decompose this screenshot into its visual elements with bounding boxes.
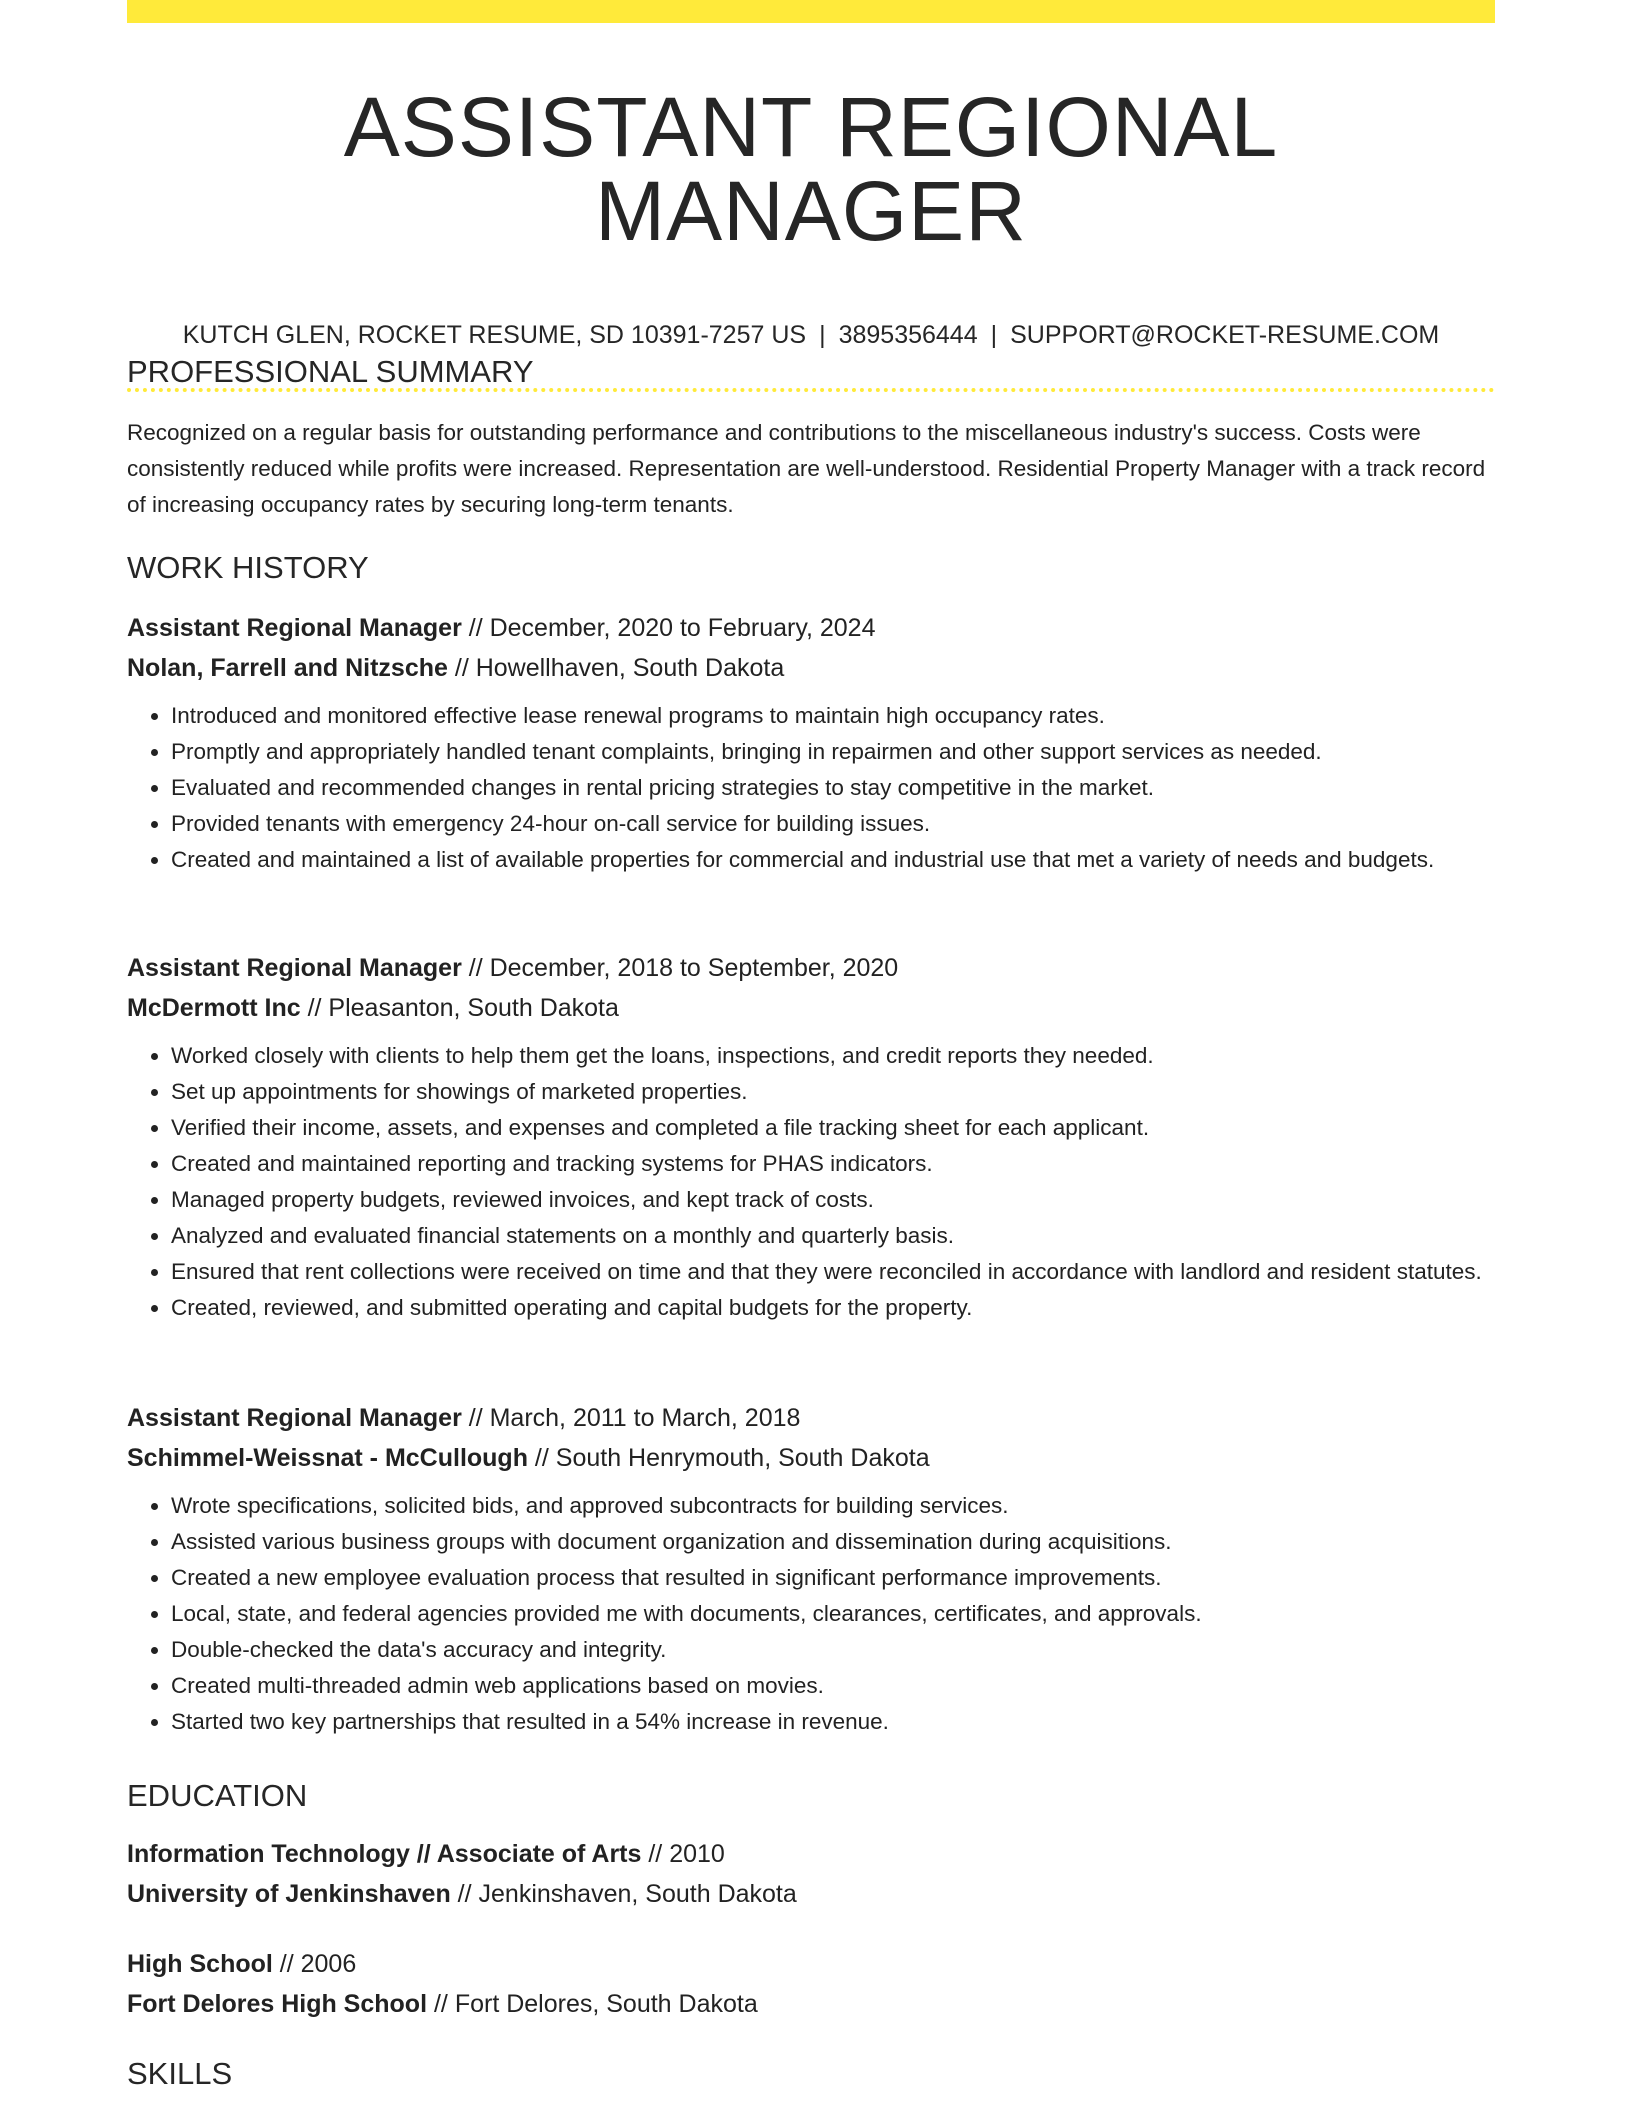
education-degree-line <box>127 1834 1495 1874</box>
job-company: McDermott Inc <box>127 994 301 1022</box>
education-school: University of Jenkinshaven <box>127 1880 451 1908</box>
job-bullet: • Evaluated and recommended changes in rental pricing strategies to stay competitive in the market. <box>171 770 1495 806</box>
contact-separator: | <box>990 321 998 349</box>
top-accent-bar <box>127 0 1495 23</box>
education-school-line <box>127 1874 1495 1914</box>
job-company: Schimmel-Weissnat - McCullough <box>127 1444 528 1472</box>
job-company-line <box>127 648 1495 688</box>
education-section <box>127 1780 1495 1811</box>
job-title-line <box>127 608 1495 648</box>
job-bullet: • Started two key partnerships that resulted in a 54% increase in revenue. <box>171 1704 1495 1740</box>
job-location: // Howellhaven, South Dakota <box>447 654 785 682</box>
job-dates: // December, 2018 to September, 2020 <box>461 954 899 982</box>
education-degree: Information Technology // Associate of Arts <box>127 1840 642 1868</box>
contact-separator: | <box>819 321 826 349</box>
education-year: // 2006 <box>272 1950 357 1978</box>
education-location: // Jenkinshaven, South Dakota <box>450 1880 797 1908</box>
job-company-line <box>127 1438 1495 1478</box>
section-title-education: EDUCATION <box>127 1778 308 1813</box>
job-entry <box>127 1398 1495 1740</box>
job-dates: // March, 2011 to March, 2018 <box>461 1404 801 1432</box>
section-title-work-history: WORK HISTORY <box>127 550 369 585</box>
job-role: Assistant Regional Manager <box>127 954 462 982</box>
work-history-section <box>127 552 1495 583</box>
education-year: // 2010 <box>641 1840 725 1868</box>
section-title-skills: SKILLS <box>127 2056 233 2091</box>
job-bullet: • Provided tenants with emergency 24-hour on-call service for building issues. <box>171 806 1495 842</box>
job-bullet: • Promptly and appropriately handled tenant complaints, bringing in repairmen and other support services as needed. <box>171 734 1495 770</box>
contact-address: KUTCH GLEN, ROCKET RESUME, SD 10391-7257 US <box>182 321 807 349</box>
job-company-line <box>127 988 1495 1028</box>
education-location: // Fort Delores, South Dakota <box>427 1990 758 2018</box>
job-bullet: • Created and maintained reporting and tracking systems for PHAS indicators. <box>171 1146 1495 1182</box>
summary-section <box>127 356 1495 523</box>
job-bullet: • Local, state, and federal agencies provided me with documents, clearances, certificates, and approvals. <box>171 1596 1495 1632</box>
resume-title: ASSISTANT REGIONAL MANAGER <box>343 80 1279 258</box>
education-degree-line <box>127 1944 1495 1984</box>
job-bullet: • Assisted various business groups with document organization and dissemination during acquisitions. <box>171 1524 1495 1560</box>
job-bullet: • Created multi-threaded admin web applications based on movies. <box>171 1668 1495 1704</box>
education-entry <box>127 1944 1495 2024</box>
contact-email: SUPPORT@ROCKET-RESUME.COM <box>1010 321 1440 349</box>
job-company: Nolan, Farrell and Nitzsche <box>127 654 448 682</box>
job-bullet: • Set up appointments for showings of marketed properties. <box>171 1074 1495 1110</box>
job-bullet: • Created, reviewed, and submitted operating and capital budgets for the property. <box>171 1290 1495 1326</box>
job-entry <box>127 948 1495 1326</box>
job-role: Assistant Regional Manager <box>127 614 462 642</box>
job-bullet-list <box>127 1488 1495 1740</box>
job-entry <box>127 608 1495 878</box>
education-school-line <box>127 1984 1495 2024</box>
job-bullet: • Verified their income, assets, and expenses and completed a file tracking sheet for each applicant. <box>171 1110 1495 1146</box>
education-degree: High School <box>127 1950 273 1978</box>
job-bullet: • Analyzed and evaluated financial statements on a monthly and quarterly basis. <box>171 1218 1495 1254</box>
job-bullet: • Double-checked the data's accuracy and integrity. <box>171 1632 1495 1668</box>
education-entry <box>127 1834 1495 1914</box>
summary-text: Recognized on a regular basis for outstanding performance and contributions to the miscellaneous industry's success. Costs were consistently reduced while profits were increased. Representation are well-understood. Residential Property Manager with a track record of increasing occupancy rates by securing long-term tenants. <box>127 420 1486 517</box>
job-bullet: • Managed property budgets, reviewed invoices, and kept track of costs. <box>171 1182 1495 1218</box>
job-bullet: • Ensured that rent collections were received on time and that they were reconciled in accordance with landlord and resident statutes. <box>171 1254 1495 1290</box>
job-bullet: • Worked closely with clients to help them get the loans, inspections, and credit reports they needed. <box>171 1038 1495 1074</box>
contact-phone: 3895356444 <box>838 321 978 349</box>
job-bullet: • Created and maintained a list of available properties for commercial and industrial use that met a variety of needs and budgets. <box>171 842 1495 878</box>
resume-page <box>127 0 1495 2091</box>
job-title-line <box>127 1398 1495 1438</box>
job-title-line <box>127 948 1495 988</box>
job-bullet-list <box>127 698 1495 878</box>
section-title-summary: PROFESSIONAL SUMMARY <box>127 354 534 389</box>
job-role: Assistant Regional Manager <box>127 1404 462 1432</box>
job-bullet: • Created a new employee evaluation process that resulted in significant performance improvements. <box>171 1560 1495 1596</box>
job-bullet-list <box>127 1038 1495 1326</box>
skills-section <box>127 2058 1495 2089</box>
job-location: // South Henrymouth, South Dakota <box>527 1444 930 1472</box>
job-bullet: • Introduced and monitored effective lease renewal programs to maintain high occupancy rates. <box>171 698 1495 734</box>
job-bullet: • Wrote specifications, solicited bids, and approved subcontracts for building services. <box>171 1488 1495 1524</box>
job-dates: // December, 2020 to February, 2024 <box>461 614 876 642</box>
education-school: Fort Delores High School <box>127 1990 428 2018</box>
contact-line <box>127 323 1495 348</box>
job-location: // Pleasanton, South Dakota <box>300 994 619 1022</box>
